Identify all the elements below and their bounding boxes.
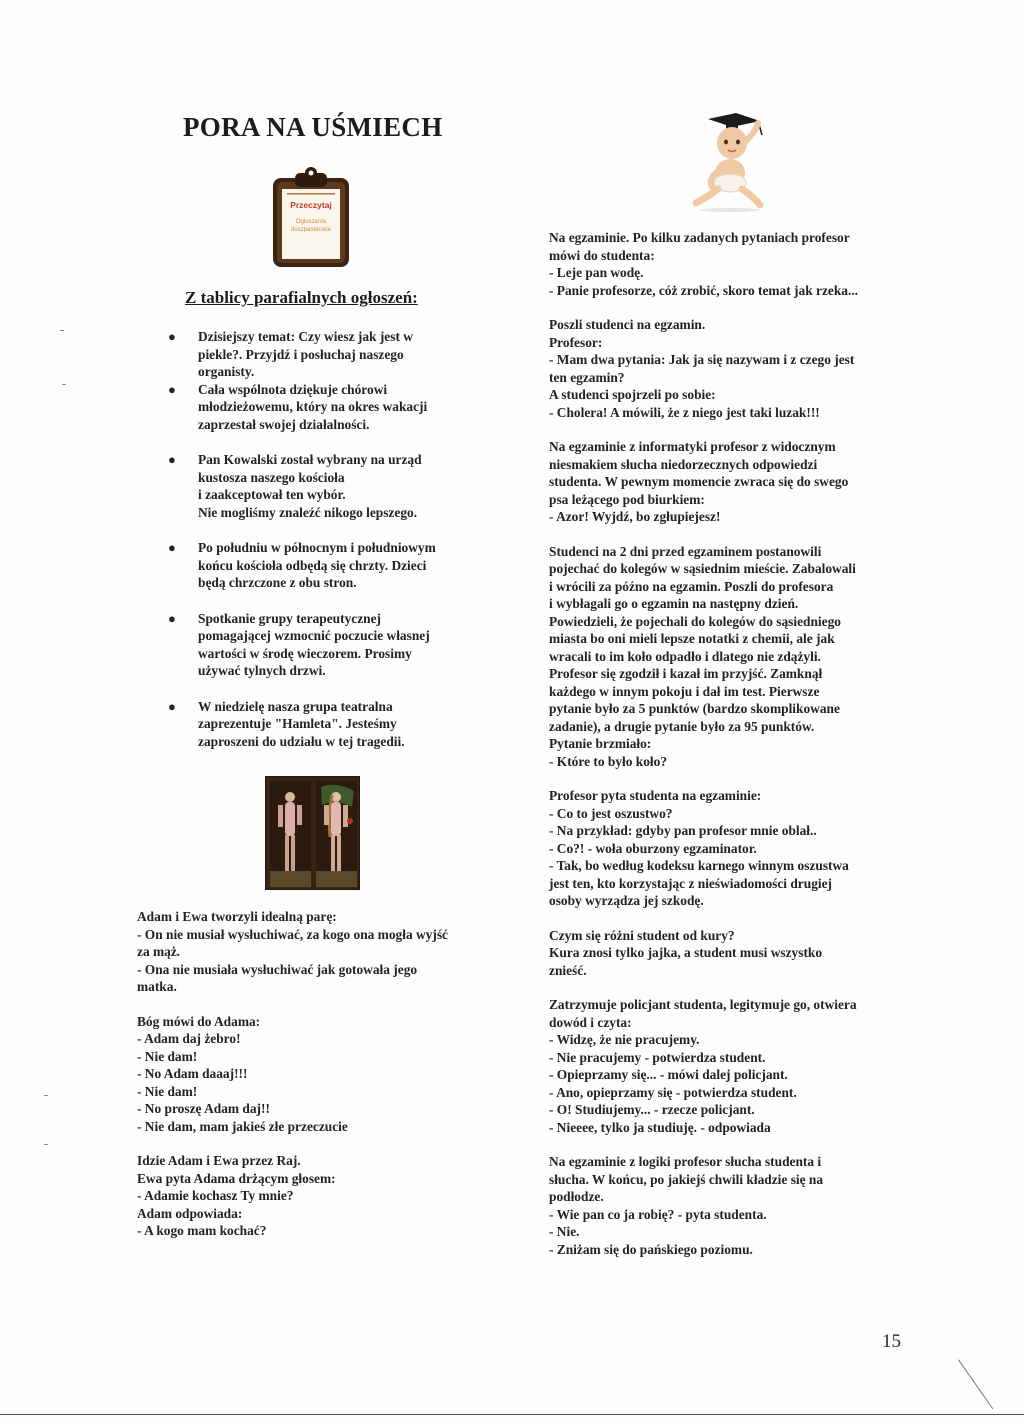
text-line: Na egzaminie z logiki profesor słucha studenta i (549, 1154, 822, 1169)
bullet-icon: ● (168, 452, 176, 467)
text-line: podłodze. (549, 1189, 604, 1204)
text-line: - Mam dwa pytania: Jak ja się nazywam i z czego jest (549, 352, 855, 367)
scan-speck (62, 384, 66, 385)
left-jokes-column (137, 908, 497, 1240)
scan-speck (44, 1095, 48, 1096)
list-item-line: Dzisiejszy temat: Czy wiesz jak jest w (198, 329, 413, 344)
list-item-line: Nie mogliśmy znaleźć nikogo lepszego. (198, 504, 418, 520)
joke-block (549, 543, 909, 771)
text-line: - Ano, opieprzamy się - potwierdza student. (549, 1084, 797, 1100)
text-line: każdego w innym pokoju i dał im test. Pierwsze (549, 683, 820, 699)
clipboard-line-2: duszpasterskie (290, 227, 332, 233)
text-line: - No proszę Adam daj!! (137, 1101, 270, 1116)
text-line: matka. (137, 979, 177, 994)
joke-block (549, 927, 909, 980)
joke-block (549, 229, 909, 299)
list-item (168, 698, 478, 751)
text-line: Bóg mówi do Adama: (137, 1013, 261, 1029)
text-line: mówi do studenta: (549, 247, 655, 263)
list-item-line: piekle?. Przyjdź i posłuchaj naszego (198, 346, 404, 362)
text-line: A studenci spojrzeli po sobie: (549, 387, 716, 402)
baby-graduate-image (688, 113, 772, 213)
clipboard-line-1: Ogłoszenia (295, 219, 327, 225)
list-item-line: organisty. (198, 364, 255, 379)
list-item-line: zaprzestał swojej działalności. (198, 416, 370, 432)
text-line: Adam odpowiada: (137, 1205, 243, 1221)
text-line: Profesor: (549, 334, 603, 350)
bullet-icon: ● (168, 698, 176, 714)
text-line: - Nie dam! (137, 1083, 198, 1099)
text-line: Idzie Adam i Ewa przez Raj. (137, 1153, 301, 1168)
text-line: - O! Studiujemy... - rzecze policjant. (549, 1102, 755, 1117)
text-line: - Wie pan co ja robię? - pyta studenta. (549, 1206, 767, 1222)
text-line: - Opieprzamy się... - mówi dalej policjant. (549, 1067, 788, 1082)
list-item (168, 610, 478, 680)
list-item (168, 381, 478, 434)
list-item-line: młodzieżowemu, który na okres wakacji (198, 399, 428, 414)
right-jokes-column (549, 229, 909, 1258)
joke-block (549, 787, 909, 910)
joke-block (549, 316, 909, 421)
text-line: - Zniżam się do pańskiego poziomu. (549, 1241, 753, 1257)
list-item-line: pomagającej wzmocnić poczucie własnej (198, 628, 430, 643)
clipboard-header: Przeczytaj (290, 200, 332, 210)
text-line: - Nie dam! (137, 1048, 198, 1064)
list-item-line: i zaakceptował ten wybór. (198, 487, 346, 502)
text-line: dowód i czyta: (549, 1014, 632, 1030)
list-item-line: zaprezentuje "Hamleta". Jesteśmy (198, 716, 397, 731)
text-line: Profesor się zgodził i kazał im przyjść. Zamknął (549, 666, 823, 681)
text-line: Poszli studenci na egzamin. (549, 317, 706, 332)
list-item (168, 451, 478, 521)
joke-block (549, 996, 909, 1136)
text-line: Kura znosi tylko jajka, a student musi wszystko (549, 945, 823, 960)
text-line: Zatrzymuje policjant studenta, legitymuje go, otwiera (549, 997, 857, 1012)
text-line: - Leje pan wodę. (549, 265, 644, 280)
scan-speck (44, 1144, 48, 1145)
text-line: i wybłagali go o egzamin na następny dzień. (549, 596, 799, 611)
text-line: ten egzamin? (549, 369, 625, 385)
joke-block (549, 1153, 909, 1258)
text-line: - Nie. (549, 1224, 580, 1239)
page-title: PORA NA UŚMIECH (183, 112, 443, 142)
text-line: niesmakiem słucha niedorzecznych odpowiedzi (549, 456, 818, 472)
list-item-line: wartości w środę wieczorem. Prosimy (198, 645, 412, 661)
text-line: - On nie musiał wysłuchiwać, za kogo ona mogła wyjść (137, 926, 448, 942)
text-line: za mąż. (137, 944, 181, 959)
text-line: osoby wyrządza jej szkodę. (549, 893, 704, 908)
list-item-line: używać tylnych drzwi. (198, 663, 326, 678)
text-line: - Tak, bo według kodeksu karnego winnym oszustwa (549, 858, 849, 873)
text-line: - Które to było koło? (549, 753, 668, 769)
text-line: - Widzę, że nie pracujemy. (549, 1032, 700, 1047)
scan-fold-line (958, 1359, 993, 1409)
joke-block (137, 1152, 497, 1240)
text-line: Adam i Ewa tworzyli idealną parę: (137, 909, 337, 924)
text-line: Powiedzieli, że pojechali do kolegów do sąsiedniego (549, 613, 841, 629)
list-item-line: Po południu w północnym i południowym (198, 540, 436, 555)
list-item-line: Spotkanie grupy terapeutycznej (198, 610, 381, 626)
text-line: - Na przykład: gdyby pan profesor mnie oblał.. (549, 823, 817, 838)
scan-edge-line (0, 1414, 1024, 1415)
text-line: i wrócili za późno na egzamin. Poszli do profesora (549, 578, 834, 594)
list-item (168, 328, 478, 381)
text-line: - Adam daj żebro! (137, 1031, 241, 1046)
text-line: - Nie pracujemy - potwierdza student. (549, 1049, 766, 1065)
text-line: - Nie dam, mam jakieś złe przeczucie (137, 1118, 348, 1134)
text-line: miasta bo oni mieli lepsze notatki z chemii, ale jak (549, 631, 835, 646)
page-number: 15 (882, 1331, 901, 1352)
text-line: studenta. W pewnym momencie zwraca się do swego (549, 474, 849, 489)
list-item (168, 539, 478, 592)
clipboard-icon (271, 164, 351, 269)
joke-block (137, 908, 497, 996)
text-line: - A kogo mam kochać? (137, 1223, 267, 1238)
text-line: - Panie profesorze, cóż zrobić, skoro temat jak rzeka... (549, 282, 859, 298)
list-item-line: kustosza naszego kościoła (198, 469, 345, 485)
text-line: Profesor pyta studenta na egzaminie: (549, 788, 762, 803)
text-line: - Azor! Wyjdź, bo zgłupiejesz! (549, 509, 721, 524)
text-line: - Ona nie musiała wysłuchiwać jak gotowała jego (137, 961, 418, 977)
text-line: pojechać do kolegów w sąsiednim mieście. Zabalowali (549, 561, 856, 576)
text-line: - Nieeee, tylko ja studiuję. - odpowiada (549, 1119, 771, 1135)
announcements-heading: Z tablicy parafialnych ogłoszeń: (185, 288, 418, 307)
text-line: jest ten, kto korzystając z nieświadomości drugiej (549, 875, 833, 891)
text-line: znieść. (549, 962, 587, 978)
joke-block (137, 1013, 497, 1136)
text-line: słucha. W końcu, po jakiejś chwili kładzie się na (549, 1171, 824, 1187)
text-line: pytanie było za 5 punktów (bardzo skomplikowane (549, 701, 840, 716)
scan-speck (60, 330, 64, 331)
text-line: psa leżącego pod biurkiem: (549, 491, 705, 507)
text-line: Pytanie brzmiało: (549, 736, 652, 751)
bullet-icon: ● (168, 610, 176, 626)
text-line: zadanie), a drugie pytanie było za 95 punktów. (549, 718, 815, 734)
text-line: Na egzaminie z informatyki profesor z widocznym (549, 439, 836, 454)
text-line: Czym się różni student od kury? (549, 927, 735, 943)
bullet-icon: ● (168, 329, 176, 344)
list-item-line: Pan Kowalski został wybrany na urząd (198, 452, 422, 467)
list-item-line: W niedzielę nasza grupa teatralna (198, 698, 393, 714)
bullet-icon: ● (168, 381, 176, 397)
list-item-line: Cała wspólnota dziękuje chórowi (198, 381, 388, 397)
text-line: wracali to im koło odpadło i dlatego nie zdążyli. (549, 648, 821, 664)
text-line: Na egzaminie. Po kilku zadanych pytaniach profesor (549, 230, 850, 245)
text-line: - No Adam daaaj!!! (137, 1066, 248, 1081)
joke-block (549, 438, 909, 526)
list-item-line: zaproszeni do udziału w tej tragedii. (198, 733, 405, 749)
text-line: Ewa pyta Adama drżącym głosem: (137, 1170, 336, 1186)
text-line: - Co?! - woła oburzony egzaminator. (549, 840, 757, 856)
list-item-line: będą chrzczone z obu stron. (198, 575, 357, 590)
adam-and-eve-painting (265, 776, 360, 890)
text-line: - Adamie kochasz Ty mnie? (137, 1188, 294, 1203)
list-item-line: końcu kościoła odbędą się chrzty. Dzieci (198, 557, 427, 573)
text-line: - Cholera! A mówili, że z niego jest taki luzak!!! (549, 404, 820, 420)
text-line: - Co to jest oszustwo? (549, 805, 673, 821)
announcement-list (168, 328, 478, 750)
bullet-icon: ● (168, 540, 176, 555)
text-line: Studenci na 2 dni przed egzaminem postanowili (549, 543, 822, 559)
